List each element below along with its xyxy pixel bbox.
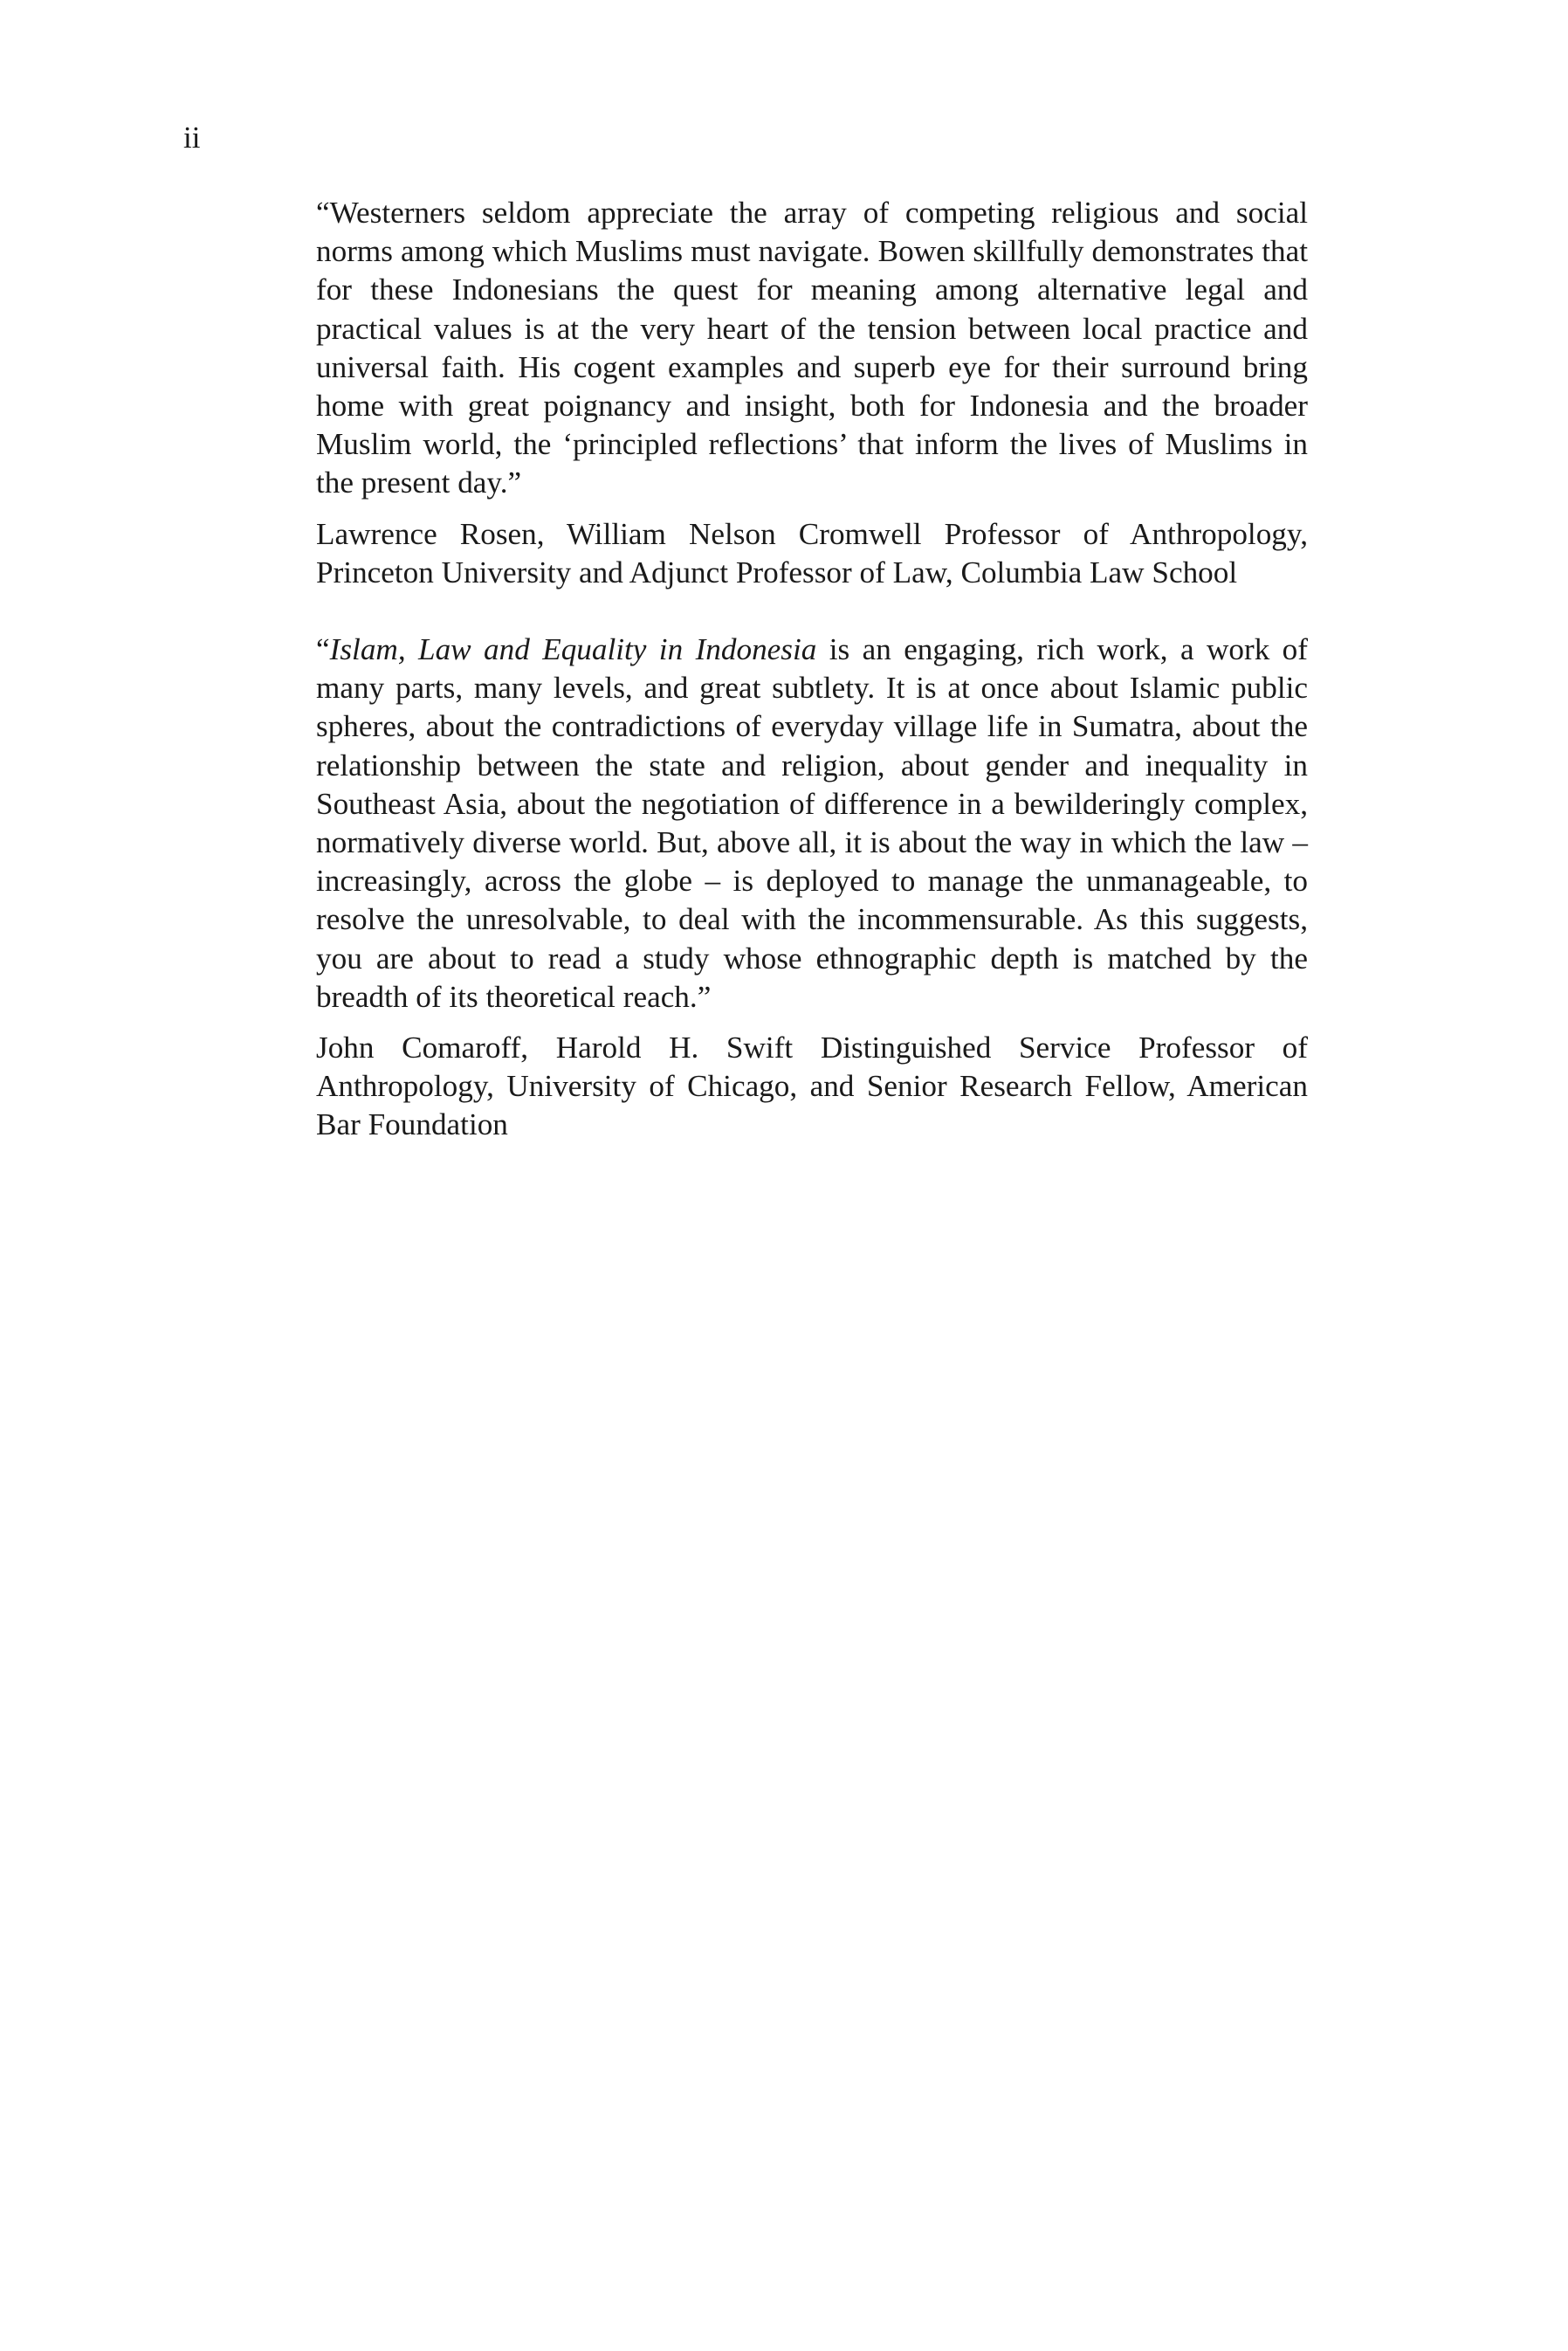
- endorsement-quote: [316, 631, 1308, 1017]
- endorsement-attribution: Lawrence Rosen, William Nelson Cromwell Professor of Anthropology, Princeton University and Adjunct Professor of Law, Columbia Law School: [316, 516, 1308, 589]
- endorsements: [316, 194, 1308, 1145]
- book-title: Islam, Law and Equality in Indonesia: [329, 632, 817, 667]
- endorsement-quote: “Westerners seldom appreciate the array of competing religious and social norms among which Muslims must navigate. Bowen skillfully demonstrates that for these Indonesians the quest for meaning among alternative legal and practical values is at the very heart of the tension between local practice and universal faith. His cogent examples and superb eye for their surround bring home with great poignancy and insight, both for Indonesia and the broader Muslim world, the ‘principled reflections’ that inform the lives of Muslims in the present day.”: [316, 196, 1308, 500]
- page-number: ii: [183, 121, 201, 155]
- quote-text: is an engaging, rich work, a work of many parts, many levels, and great subtlety. It is at once about Islamic public spheres, about the contradictions of everyday village life in Sumatra, about the relationship between the state and religion, about gender and inequality in Southeast Asia, about the negotiation of difference in a bewilderingly complex, normatively diverse world. But, above all, it is about the way in which the law – increasingly, across the globe – is deployed to manage the unmanageable, to resolve the unresolvable, to deal with the incommensurable. As this suggests, you are about to read a study whose ethnographic depth is matched by the breadth of its theoretical reach.”: [316, 632, 1308, 1014]
- endorsement-attribution: John Comaroff, Harold H. Swift Distinguished Service Professor of Anthropology, University of Chicago, and Senior Research Fellow, American Bar Foundation: [316, 1031, 1308, 1142]
- quote-open-mark: “: [316, 632, 330, 667]
